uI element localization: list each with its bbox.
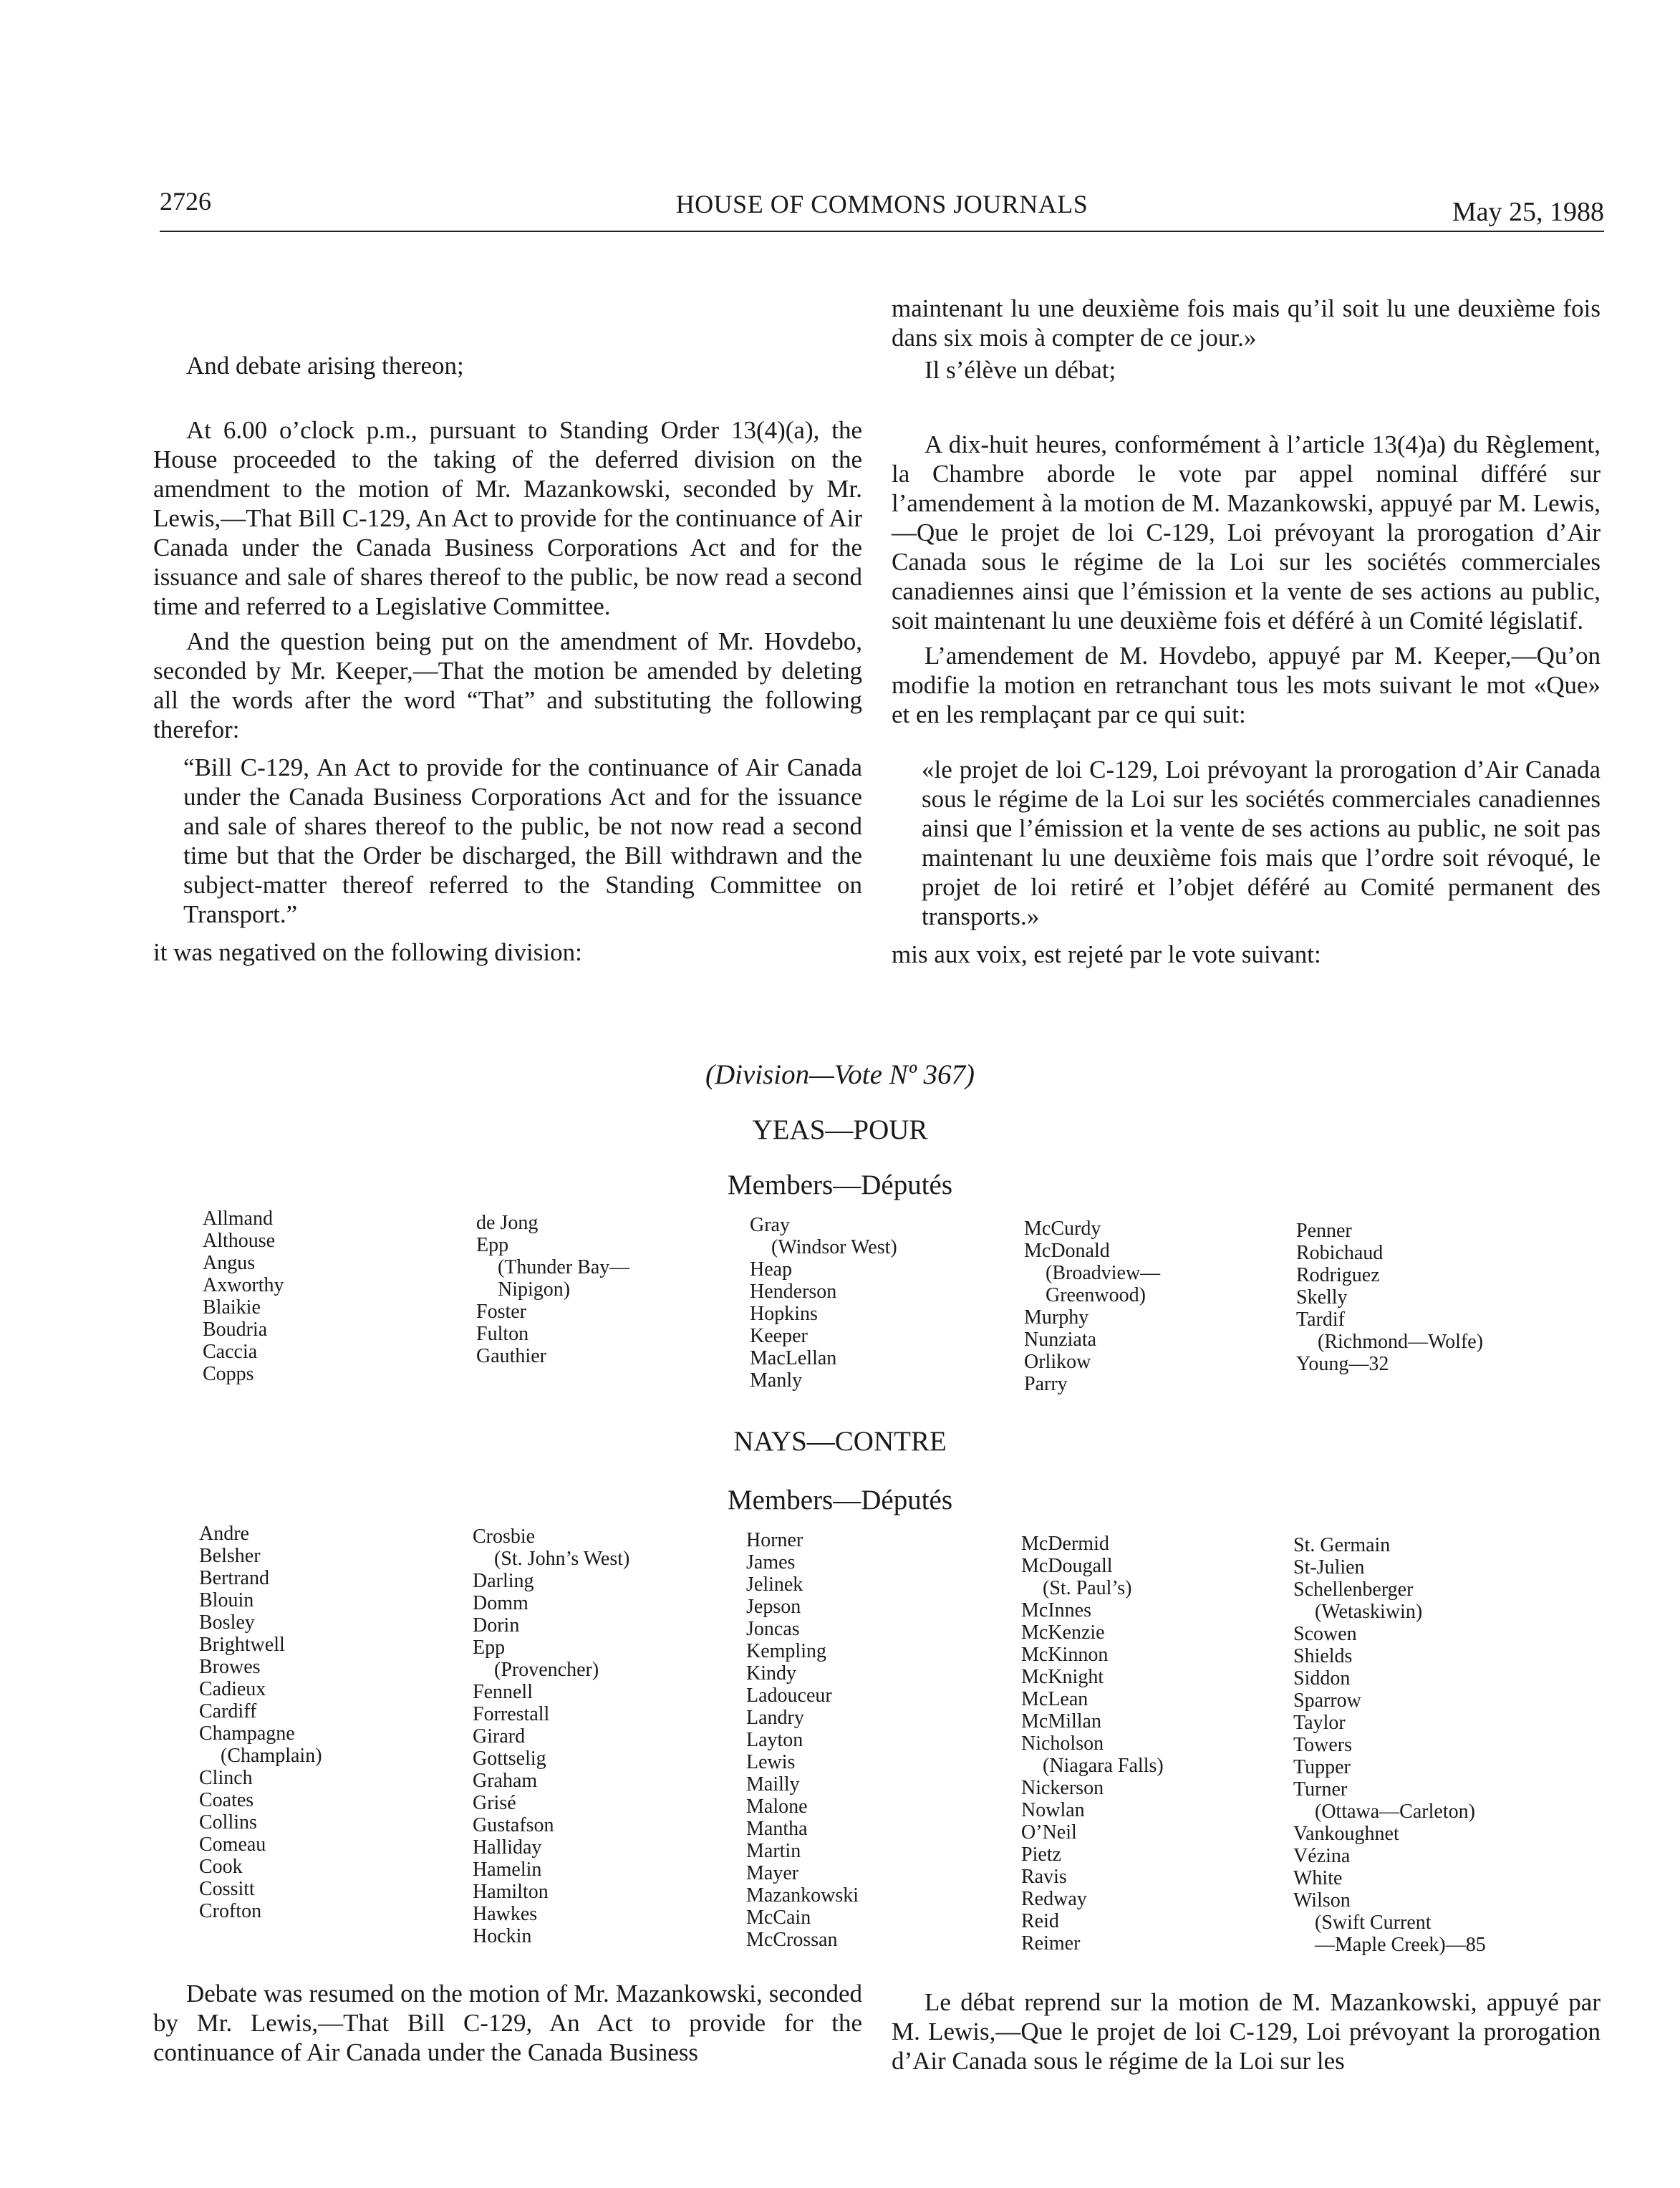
member-riding: (Thunder Bay— <box>498 1256 630 1278</box>
member-name: de Jong <box>476 1212 539 1234</box>
division-title: (Division—Vote Nº 367) <box>705 1059 975 1090</box>
member-name: Hamelin <box>473 1859 542 1881</box>
journal-title: HOUSE OF COMMONS JOURNALS <box>675 190 1088 218</box>
member-name: McCain <box>746 1907 811 1929</box>
member-name: Orlikow <box>1024 1351 1091 1373</box>
member-name: Layton <box>746 1729 803 1751</box>
yeas-members-heading: Members—Députés <box>727 1170 953 1200</box>
member-name: Halliday <box>473 1836 542 1859</box>
member-name: Tardif <box>1296 1309 1346 1331</box>
member-name: Malone <box>746 1796 808 1818</box>
member-name: Angus <box>203 1252 256 1274</box>
member-name: Nowlan <box>1021 1799 1085 1821</box>
member-name: Siddon <box>1293 1667 1351 1690</box>
member-name: Althouse <box>203 1230 276 1252</box>
member-name: McDougall <box>1021 1555 1113 1577</box>
member-name: Vankoughnet <box>1293 1823 1399 1845</box>
member-name: Penner <box>1296 1220 1352 1242</box>
member-name: Belsher <box>199 1545 261 1567</box>
member-name: Nickerson <box>1021 1777 1104 1799</box>
member-name: Comeau <box>199 1833 266 1856</box>
member-name: Heap <box>750 1258 793 1281</box>
yeas-column <box>1024 1218 1160 1395</box>
french-negatived: mis aux voix, est rejeté par le vote suivant: <box>892 940 1321 968</box>
member-name: Browes <box>199 1656 261 1678</box>
member-name: McCrossan <box>746 1929 838 1951</box>
member-name: Joncas <box>746 1618 800 1640</box>
member-name: Gauthier <box>476 1345 546 1367</box>
french-para-deferred: A dix-huit heures, conformément à l’article 13(4)a) du Règlement, la Chambre aborde le vote par appel nominal différé sur l’amendement à la motion de M. Mazankowski, appuyé par M. Lewis,—Que le projet de loi C-129, Loi prévoyant la prorogation d’Air Canada sous le régime de la Loi sur les sociétés commerciales canadiennes ainsi que l’émission et la vente de ses actions au public, soit maintenant lu une deuxième fois et déféré à un Comité législatif. <box>892 430 1601 635</box>
member-name: Hockin <box>473 1925 532 1947</box>
french-quote: «le projet de loi C-129, Loi prévoyant la prorogation d’Air Canada sous le régime de la Loi sur les sociétés commerciales canadiennes ainsi que l’émission et la vente de ses actions au public, ne soit pas maintenant lu une deuxième fois mais que l’ordre soit révoqué, le projet de loi retiré et l’objet déféré au Comité permanent des transports.» <box>922 756 1601 930</box>
french-column-body <box>892 430 1601 969</box>
member-name: Landry <box>746 1707 804 1729</box>
member-name: Pietz <box>1021 1844 1061 1866</box>
member-name: Andre <box>199 1523 249 1545</box>
page-number: 2726 <box>160 187 211 216</box>
member-name: Martin <box>746 1840 801 1862</box>
member-name: McKenzie <box>1021 1621 1105 1644</box>
member-name: Sparrow <box>1293 1690 1361 1712</box>
nays-column <box>746 1529 859 1951</box>
member-name: Copps <box>203 1363 254 1385</box>
member-name: Gustafson <box>473 1814 554 1836</box>
member-name: Girard <box>473 1725 526 1748</box>
member-riding: (Windsor West) <box>771 1236 897 1258</box>
member-name: McCurdy <box>1024 1218 1101 1240</box>
member-name: Crosbie <box>473 1526 536 1548</box>
member-name: Horner <box>746 1529 803 1551</box>
member-name: Blaikie <box>203 1296 261 1319</box>
member-name: Manly <box>750 1369 803 1392</box>
member-name: St-Julien <box>1293 1556 1365 1579</box>
member-name: Gray <box>750 1214 790 1236</box>
english-column-bottom <box>153 1979 862 2067</box>
french-column-top <box>892 294 1601 385</box>
french-debate-arising: Il s’élève un débat; <box>925 356 1116 384</box>
member-name: Collins <box>199 1811 257 1833</box>
member-name: Hamilton <box>473 1881 549 1903</box>
member-name: Blouin <box>199 1589 254 1611</box>
member-name: MacLellan <box>750 1347 837 1369</box>
member-name: Kindy <box>746 1662 796 1685</box>
page-header <box>160 186 1604 232</box>
nays-column <box>473 1526 629 1947</box>
yeas-column <box>203 1208 284 1385</box>
member-name: Bertrand <box>199 1567 269 1589</box>
nays-members-heading: Members—Députés <box>727 1485 953 1515</box>
french-carryover: maintenant lu une deuxième fois mais qu’il soit lu une deuxième fois dans six mois à compter de ce jour.» <box>892 294 1601 352</box>
member-riding: (Wetaskiwin) <box>1315 1601 1423 1623</box>
member-name: Caccia <box>203 1341 258 1363</box>
member-riding: (Ottawa—Carleton) <box>1315 1801 1475 1823</box>
english-debate-arising-text: And debate arising thereon; <box>186 352 464 380</box>
member-name: McDonald <box>1024 1240 1110 1262</box>
member-name: Fulton <box>476 1323 529 1345</box>
nays-column <box>1021 1533 1164 1955</box>
member-name: Foster <box>476 1301 526 1323</box>
member-riding: (St. Paul’s) <box>1043 1577 1132 1599</box>
member-name: McKnight <box>1021 1666 1104 1688</box>
member-name: Cossitt <box>199 1878 255 1900</box>
member-name: Lewis <box>746 1751 796 1773</box>
member-name: Fennell <box>473 1681 533 1703</box>
member-name: Ladouceur <box>746 1685 832 1707</box>
member-name: Epp <box>473 1637 506 1659</box>
member-name: Tupper <box>1293 1756 1351 1778</box>
member-riding: (Swift Current <box>1315 1912 1432 1934</box>
member-name: Hopkins <box>750 1303 818 1325</box>
member-name: St. Germain <box>1293 1534 1391 1556</box>
english-quote: “Bill C-129, An Act to provide for the continuance of Air Canada under the Canada Business Corporations Act and for the issuance and sale of shares thereof to the public, be not now read a second time but that the Order be discharged, the Bill withdrawn and the subject-matter thereof referred to the Standing Committee on Transport.” <box>183 753 862 928</box>
member-name: Mantha <box>746 1818 808 1840</box>
member-name: Hawkes <box>473 1903 538 1925</box>
member-name: Vézina <box>1293 1845 1351 1867</box>
yeas-column <box>1296 1220 1483 1375</box>
member-name: Clinch <box>199 1767 253 1789</box>
english-column-top <box>153 415 862 967</box>
member-name: Wilson <box>1293 1889 1351 1912</box>
nays-column <box>1293 1534 1486 1956</box>
member-name: Redway <box>1021 1888 1087 1910</box>
member-name: Jepson <box>746 1596 801 1618</box>
member-name: Mailly <box>746 1773 800 1796</box>
member-name: Shields <box>1293 1645 1353 1667</box>
english-negatived: it was negatived on the following division: <box>153 938 582 966</box>
member-name: O’Neil <box>1021 1821 1077 1844</box>
member-name: McKinnon <box>1021 1644 1109 1666</box>
nays-heading: NAYS—CONTRE <box>733 1426 947 1457</box>
member-name: McInnes <box>1021 1599 1091 1621</box>
member-name: Scowen <box>1293 1623 1357 1645</box>
member-name: Coates <box>199 1789 254 1811</box>
member-name: Schellenberger <box>1293 1579 1414 1601</box>
member-name: Dorin <box>473 1614 520 1637</box>
member-name: Bosley <box>199 1611 255 1634</box>
yeas-heading: YEAS—POUR <box>752 1114 928 1145</box>
member-riding: (Provencher) <box>494 1659 599 1681</box>
member-name: Brightwell <box>199 1634 285 1656</box>
member-name: Cadieux <box>199 1678 266 1700</box>
member-name: Gottselig <box>473 1748 546 1770</box>
member-riding: —Maple Creek)—85 <box>1315 1934 1486 1956</box>
french-column-bottom <box>892 1987 1601 2076</box>
member-name: Turner <box>1293 1778 1348 1801</box>
member-name: Darling <box>473 1570 534 1592</box>
member-name: Reid <box>1021 1910 1059 1932</box>
french-debate-resumed: Le débat reprend sur la motion de M. Mazankowski, appuyé par M. Lewis,—Que le projet de loi C-129, Loi prévoyant la prorogation d’Air Canada sous le régime de la Loi sur les <box>892 1988 1601 2075</box>
member-name: Ravis <box>1021 1866 1067 1888</box>
english-debate-arising <box>153 351 862 380</box>
member-riding: (Richmond—Wolfe) <box>1318 1331 1484 1353</box>
member-name: Reimer <box>1021 1932 1081 1955</box>
member-name: McMillan <box>1021 1710 1101 1732</box>
nays-column <box>199 1523 322 1922</box>
member-name: Towers <box>1293 1734 1353 1756</box>
member-name: Robichaud <box>1296 1242 1384 1264</box>
member-riding: Nipigon) <box>498 1278 571 1301</box>
member-name: Grisé <box>473 1792 516 1814</box>
member-name: Parry <box>1024 1373 1068 1395</box>
french-para-amendment: L’amendement de M. Hovdebo, appuyé par M. Keeper,—Qu’on modifie la motion en retranchant tous les mots suivant le mot «Que» et en les remplaçant par ce qui suit: <box>892 642 1601 728</box>
member-name: Nicholson <box>1021 1732 1104 1755</box>
member-name: Kempling <box>746 1640 826 1662</box>
member-name: Domm <box>473 1592 528 1614</box>
member-riding: (Niagara Falls) <box>1043 1755 1164 1777</box>
member-name: Henderson <box>750 1281 837 1303</box>
english-para-question: And the question being put on the amendment of Mr. Hovdebo, seconded by Mr. Keeper,—That the motion be amended by deleting all the words after the word “That” and substituting the following therefor: <box>153 627 862 743</box>
member-name: White <box>1293 1867 1343 1889</box>
member-name: Nunziata <box>1024 1329 1097 1351</box>
english-para-deferred: At 6.00 o’clock p.m., pursuant to Standing Order 13(4)(a), the House proceeded to the taking of the deferred division on the amendment to the motion of Mr. Mazankowski, seconded by Mr. Lewis,—That Bill C-129, An Act to provide for the continuance of Air Canada under the Canada Business Corporations Act and for the issuance and sale of shares thereof to the public, be now read a second time and referred to a Legislative Committee. <box>153 416 862 620</box>
member-name: Crofton <box>199 1900 262 1922</box>
member-name: Taylor <box>1293 1712 1346 1734</box>
member-name: McLean <box>1021 1688 1088 1710</box>
english-debate-resumed: Debate was resumed on the motion of Mr. Mazankowski, seconded by Mr. Lewis,—That Bill C-129, An Act to provide for the continuance of Air Canada under the Canada Business <box>153 1980 862 2066</box>
member-name: Champagne <box>199 1722 295 1745</box>
member-name: Boudria <box>203 1319 268 1341</box>
member-name: Axworthy <box>203 1274 284 1296</box>
journal-date: May 25, 1988 <box>1452 197 1604 227</box>
member-name: Cook <box>199 1856 243 1878</box>
member-name: Cardiff <box>199 1700 257 1722</box>
member-name: Allmand <box>203 1208 273 1230</box>
yeas-column <box>750 1214 897 1392</box>
member-riding: (St. John’s West) <box>494 1548 630 1570</box>
yeas-column <box>476 1212 629 1367</box>
member-name: McDermid <box>1021 1533 1109 1555</box>
member-riding: (Champlain) <box>221 1745 322 1767</box>
member-riding: (Broadview— <box>1046 1262 1161 1284</box>
member-name: Mazankowski <box>746 1884 859 1907</box>
member-name: Forrestall <box>473 1703 550 1725</box>
member-name: Keeper <box>750 1325 808 1347</box>
member-name: Graham <box>473 1770 538 1792</box>
member-name: Mayer <box>746 1862 799 1884</box>
member-name: Jelinek <box>746 1573 803 1596</box>
member-name: Epp <box>476 1234 509 1256</box>
member-name: Murphy <box>1024 1306 1089 1329</box>
member-name: Rodriguez <box>1296 1264 1380 1286</box>
member-name: James <box>746 1551 796 1573</box>
member-name: Skelly <box>1296 1286 1348 1309</box>
member-name: Young—32 <box>1296 1353 1389 1375</box>
member-riding: Greenwood) <box>1046 1284 1146 1306</box>
